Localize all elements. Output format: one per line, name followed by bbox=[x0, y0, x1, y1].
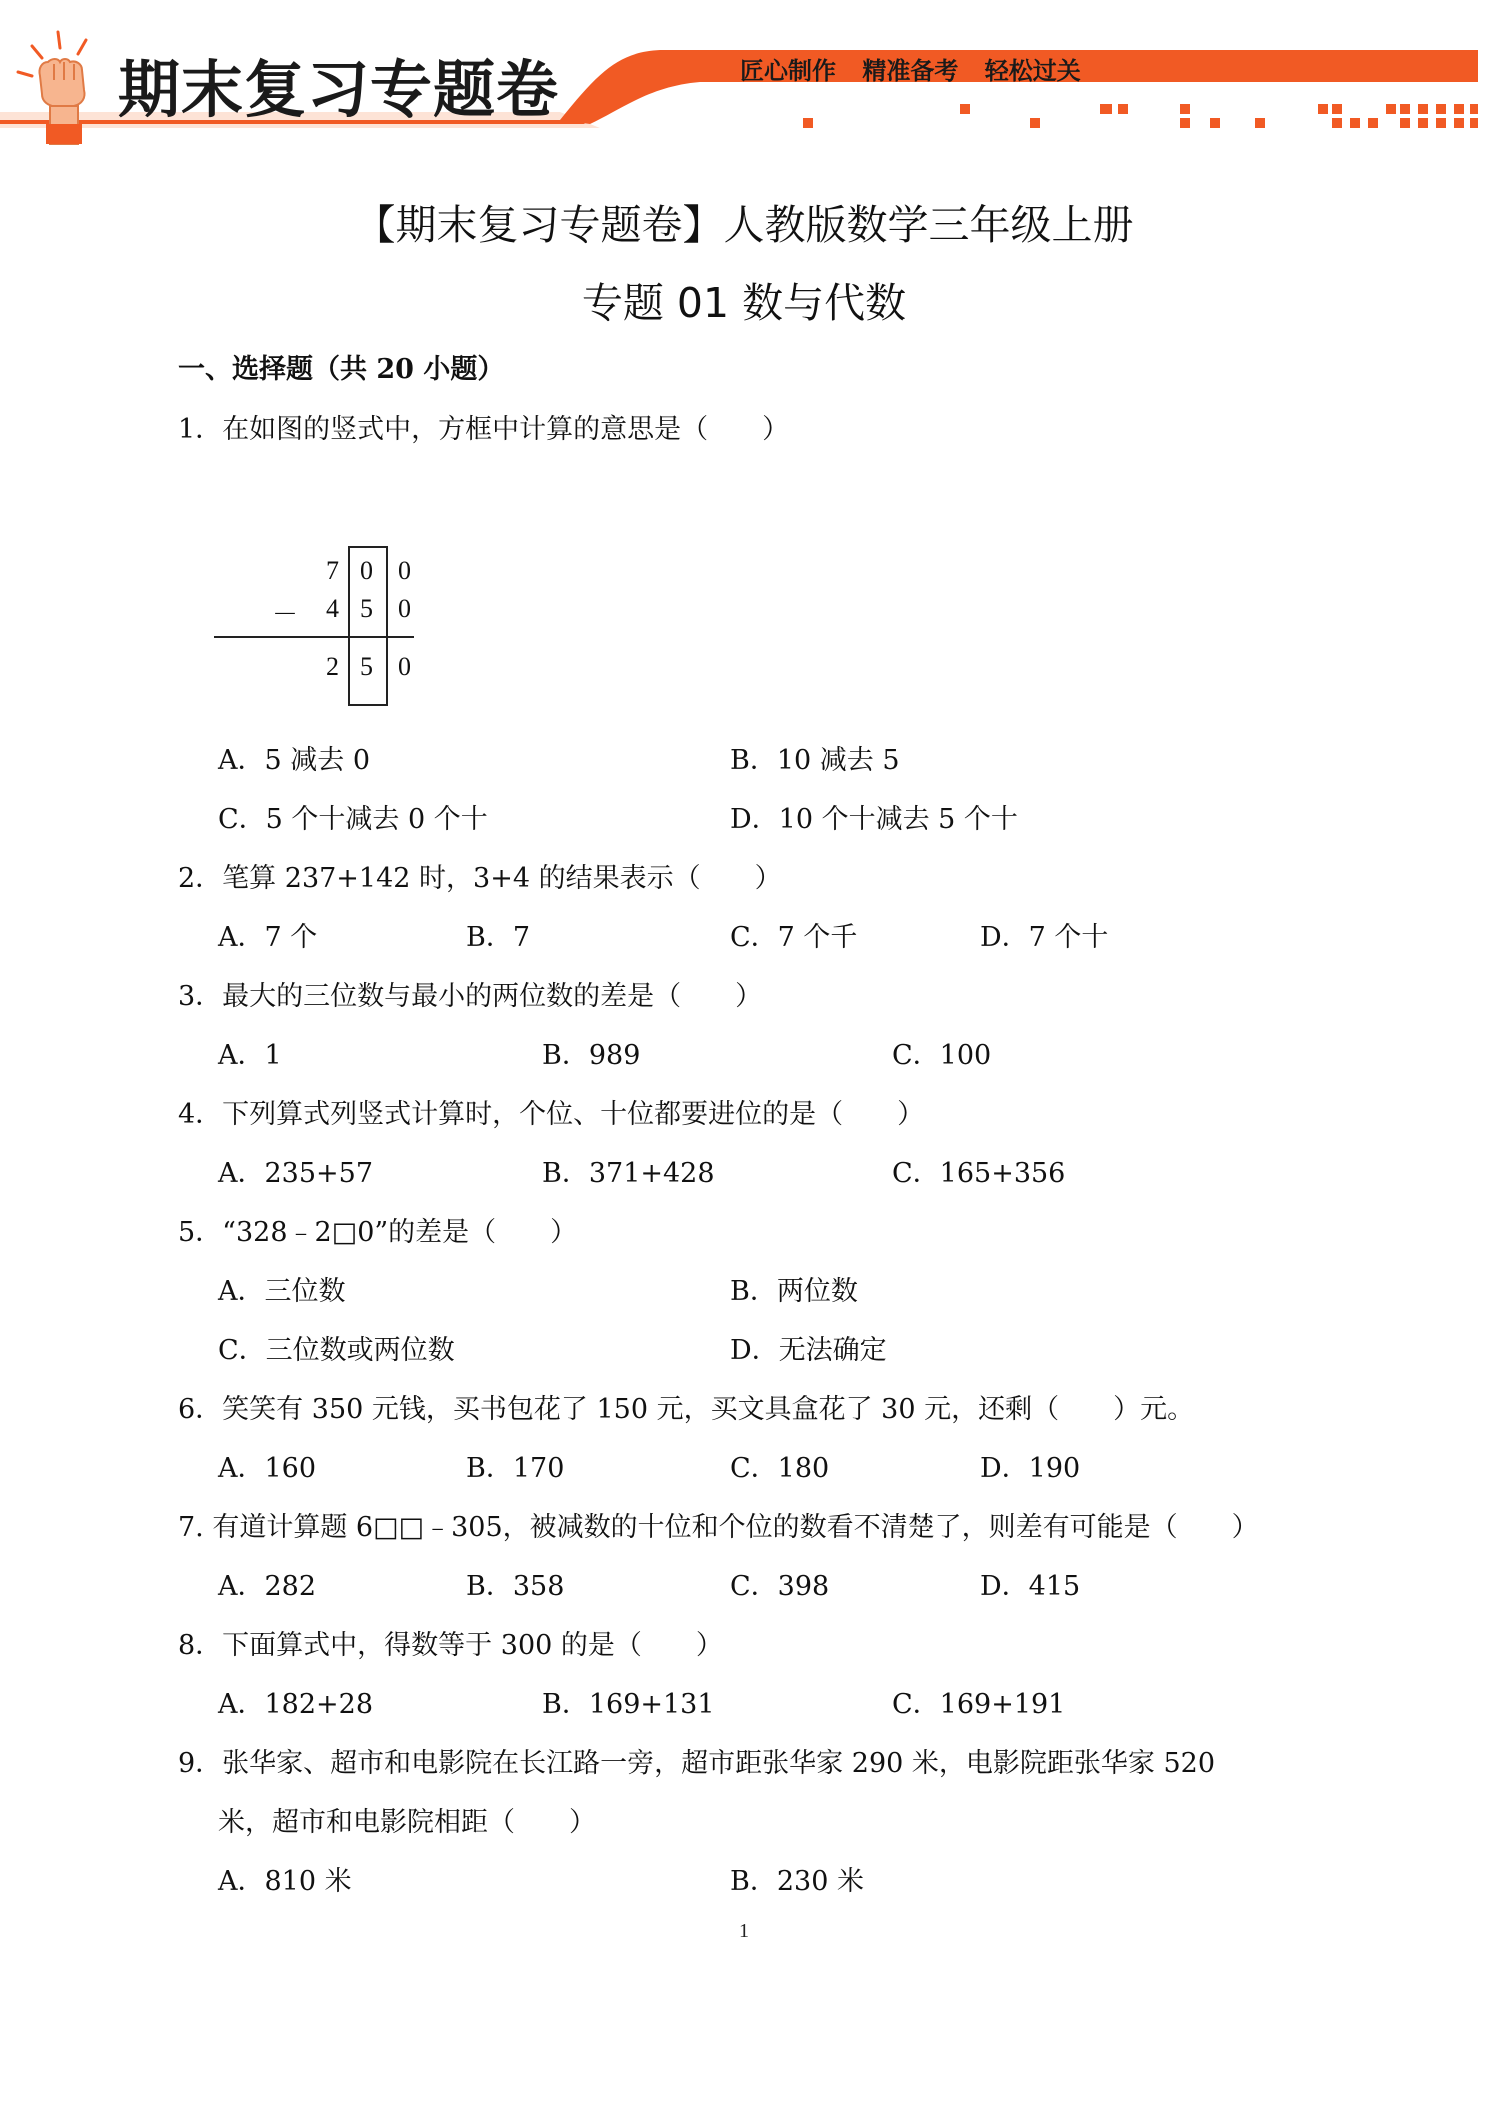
option-a: A．282 bbox=[218, 1571, 317, 1602]
page-number: 1 bbox=[739, 1920, 749, 1942]
option-c: C．5 个十减去 0 个十 bbox=[218, 804, 488, 835]
calc-digit: 5 bbox=[360, 594, 373, 623]
option-b: B．230 米 bbox=[730, 1866, 864, 1897]
option-a: A．三位数 bbox=[218, 1276, 346, 1307]
calc-digit: 0 bbox=[398, 594, 411, 623]
option-d: D．7 个十 bbox=[980, 922, 1109, 953]
option-c: C．100 bbox=[892, 1040, 992, 1071]
calc-rule-line bbox=[214, 636, 414, 638]
option-b: B．10 减去 5 bbox=[730, 745, 900, 776]
question-stem: 2．笔算 237+142 时，3+4 的结果表示（ ） bbox=[178, 863, 782, 894]
calc-digit: 0 bbox=[398, 652, 411, 681]
option-b: B．989 bbox=[542, 1040, 641, 1071]
option-c: C．7 个千 bbox=[730, 922, 858, 953]
question-stem: 3．最大的三位数与最小的两位数的差是（ ） bbox=[178, 981, 763, 1012]
question-stem: 5．“328﹣2□0”的差是（ ） bbox=[178, 1217, 578, 1248]
header-banner bbox=[0, 0, 1488, 150]
option-d: D．415 bbox=[980, 1571, 1081, 1602]
question-stem: 7. 有道计算题 6□□﹣305，被减数的十位和个位的数看不清楚了，则差有可能是（ ） bbox=[178, 1512, 1259, 1543]
section-heading: 一、选择题（共 20 小题） bbox=[178, 354, 505, 385]
option-a: A．7 个 bbox=[218, 922, 318, 953]
page-title: 【期末复习专题卷】人教版数学三年级上册 bbox=[354, 201, 1134, 249]
option-c: C．三位数或两位数 bbox=[218, 1335, 455, 1366]
option-c: C．165+356 bbox=[892, 1158, 1066, 1189]
question-stem: 4．下列算式列竖式计算时，个位、十位都要进位的是（ ） bbox=[178, 1099, 925, 1130]
option-a: A．160 bbox=[218, 1453, 317, 1484]
option-a: A．1 bbox=[218, 1040, 282, 1071]
banner-title: 期末复习专题卷 bbox=[118, 53, 560, 126]
question-stem: 6．笑笑有 350 元钱，买书包花了 150 元，买文具盒花了 30 元，还剩（ ）元。 bbox=[178, 1394, 1195, 1425]
page-subtitle: 专题 01 数与代数 bbox=[581, 279, 907, 327]
vertical-subtraction-figure bbox=[200, 540, 440, 720]
calc-digit: 2 bbox=[326, 652, 339, 681]
option-b: B．358 bbox=[466, 1571, 565, 1602]
question-stem: 8．下面算式中，得数等于 300 的是（ ） bbox=[178, 1630, 723, 1661]
option-a: A．5 减去 0 bbox=[218, 745, 371, 776]
calc-digit: 0 bbox=[398, 556, 411, 585]
option-d: D．10 个十减去 5 个十 bbox=[730, 804, 1018, 835]
option-b: B．两位数 bbox=[730, 1276, 858, 1307]
option-d: D．无法确定 bbox=[730, 1335, 887, 1366]
option-c: C．180 bbox=[730, 1453, 830, 1484]
banner-slogan: 匠心制作 精准备考 轻松过关 bbox=[740, 57, 1081, 85]
option-b: B．371+428 bbox=[542, 1158, 715, 1189]
calc-digit: 7 bbox=[326, 556, 339, 585]
option-a: A．810 米 bbox=[218, 1866, 352, 1897]
question-stem-continued: 米，超市和电影院相距（ ） bbox=[218, 1807, 596, 1838]
question-stem: 1．在如图的竖式中，方框中计算的意思是（ ） bbox=[178, 414, 790, 445]
calc-digit: 5 bbox=[360, 652, 373, 681]
option-c: C．169+191 bbox=[892, 1689, 1066, 1720]
option-a: A．182+28 bbox=[218, 1689, 374, 1720]
calc-digit: 0 bbox=[360, 556, 373, 585]
option-c: C．398 bbox=[730, 1571, 830, 1602]
question-stem: 9．张华家、超市和电影院在长江路一旁，超市距张华家 290 米，电影院距张华家 520 bbox=[178, 1748, 1215, 1779]
calc-digit: 4 bbox=[326, 594, 339, 623]
minus-sign: － bbox=[272, 600, 299, 629]
option-a: A．235+57 bbox=[218, 1158, 374, 1189]
option-b: B．169+131 bbox=[542, 1689, 715, 1720]
option-d: D．190 bbox=[980, 1453, 1081, 1484]
raised-hand-icon bbox=[12, 28, 112, 148]
option-b: B．170 bbox=[466, 1453, 565, 1484]
option-b: B．7 bbox=[466, 922, 531, 953]
